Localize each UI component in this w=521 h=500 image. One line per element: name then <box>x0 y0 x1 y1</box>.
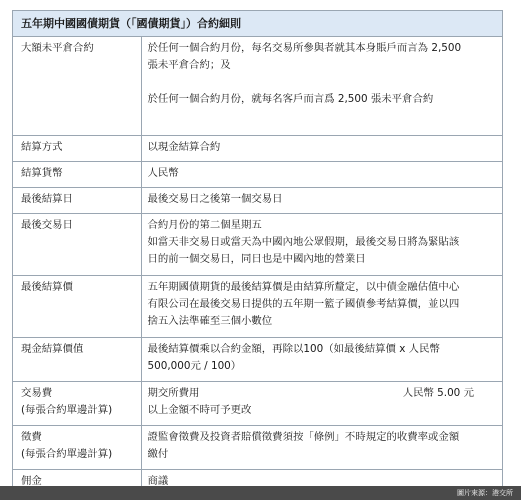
row-value-final-settlement-price <box>141 275 502 337</box>
row-value-trading-fee <box>141 381 502 425</box>
table-row <box>13 275 502 337</box>
last-trading-day-line-1: 合約月份的第二個星期五 <box>147 218 262 231</box>
row-label-final-settlement-price: 最後結算價 <box>13 275 141 337</box>
row-value-settlement-method: 以現金結算合約 <box>141 135 502 161</box>
large-position-line-3: 於任何一個合約月份，就每名客戶而言爲 2,500 張未平倉合約 <box>147 93 434 105</box>
row-value-cash-settlement-value <box>141 337 502 381</box>
levy-line-1: 證監會徵費及投資者賠償徵費須按「條例」不時規定的收費率或金額 <box>147 430 460 443</box>
row-label-final-settlement-day: 最後結算日 <box>13 187 141 213</box>
table-row <box>13 187 502 213</box>
table-row <box>13 425 502 469</box>
row-label-settlement-currency: 結算貨幣 <box>13 161 141 187</box>
row-label-settlement-method: 結算方式 <box>13 135 141 161</box>
trading-fee-label-line-1: 交易費 <box>21 386 53 399</box>
final-settlement-price-line-2: 有限公司在最後交易日提供的五年期一籃子國債參考結算價，並以四 <box>147 297 460 310</box>
row-value-last-trading-day <box>141 213 502 275</box>
table-row <box>13 337 502 381</box>
image-credit: 圖片來源：港交所 <box>0 486 521 500</box>
cash-settlement-line-1: 最後結算價乘以合約金額，再除以100（如最後結算價 x 人民幣 <box>147 342 440 355</box>
row-label-last-trading-day: 最後交易日 <box>13 213 141 275</box>
large-position-line-2: 張未平倉合約；及 <box>147 59 231 71</box>
levy-label-line-1: 徵費 <box>21 430 42 443</box>
row-label-cash-settlement-value: 現金結算價值 <box>13 337 141 381</box>
row-label-levy <box>13 425 141 469</box>
table-row <box>13 37 502 135</box>
row-label-large-position: 大額未平倉合約 <box>13 37 141 135</box>
fee-note: 以上金額不時可予更改 <box>147 403 252 416</box>
row-value-large-position <box>141 37 502 135</box>
table-row <box>13 213 502 275</box>
fee-amount: 人民幣 5.00 元 <box>402 386 474 399</box>
table-title: 五年期中國國債期貨（「國債期貨」）合約細則 <box>13 11 502 37</box>
row-value-commission: 商議 <box>141 469 502 495</box>
final-settlement-price-line-3: 捨五入法準確至三個小數位 <box>147 314 273 327</box>
specification-grid <box>13 37 502 495</box>
large-position-line-1: 於任何一個合約月份，每名交易所參與者就其本身賬戶而言為 2,500 <box>147 42 462 54</box>
final-settlement-price-line-1: 五年期國債期貨的最後結算價是由結算所釐定，以中債金融估值中心 <box>147 280 460 293</box>
table-row <box>13 381 502 425</box>
levy-label-line-2: (每張合約單邊計算) <box>21 447 113 460</box>
last-trading-day-line-3: 日的前一個交易日，同日也是中國內地的營業日 <box>147 252 366 265</box>
last-trading-day-line-2: 如當天非交易日或當天為中國內地公眾假期，最後交易日將為緊貼該 <box>147 235 460 248</box>
levy-line-2: 繳付 <box>147 447 169 460</box>
row-value-settlement-currency: 人民幣 <box>141 161 502 187</box>
table-row <box>13 135 502 161</box>
row-value-final-settlement-day: 最後交易日之後第一個交易日 <box>141 187 502 213</box>
trading-fee-label-line-2: (每張合約單邊計算) <box>21 403 113 416</box>
row-label-trading-fee <box>13 381 141 425</box>
fee-item <box>148 385 497 402</box>
row-value-levy <box>141 425 502 469</box>
fee-name: 期交所費用 <box>147 386 200 399</box>
table-row <box>13 161 502 187</box>
blank-line <box>148 74 497 91</box>
row-label-commission: 佣金 <box>13 469 141 495</box>
cash-settlement-line-2: 500,000元 / 100） <box>147 359 242 372</box>
contract-specification-table <box>12 10 503 496</box>
